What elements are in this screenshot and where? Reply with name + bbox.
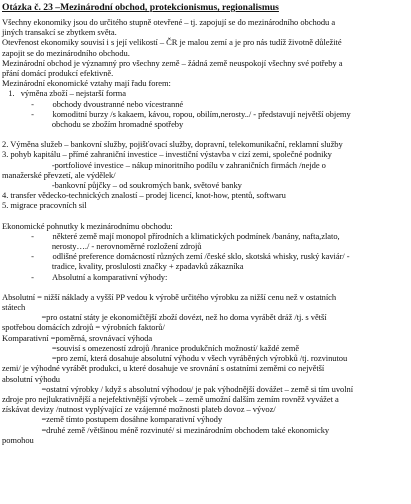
text-line: jiných transakcí se zbytkem světa. — [2, 27, 117, 38]
text-line: manažerské převzetí, ale výdělek/ — [2, 169, 116, 180]
text-line: =země tímto postupem dosáhne komparativní výhody — [2, 414, 223, 425]
text-line: - komoditní burzy /s kakaem, kávou, ropou, obilím,nerosty../ - představují největší objemy — [2, 108, 351, 119]
text-line: pomohou — [2, 434, 34, 445]
text-line: 2. Výměna služeb – bankovní služby, pojišťovací služby, dopravní, telekomunikační, reklamní služby — [2, 139, 343, 150]
text-line: státech — [2, 302, 26, 313]
text-line: =druhé země /většinou méně rozvinuté/ si mezinárodním obchodem také ekonomicky — [2, 424, 330, 435]
text-line: - odlišné preference domácností různých zemí /české sklo, skotská whisky, ruský kaviár/ - — [2, 251, 350, 262]
blank-line — [2, 282, 407, 292]
text-line: =pro zemí, která dosahuje absolutní výhodu v všech vyráběných výrobků /tj. rozvinutou — [2, 353, 348, 364]
blank-line — [2, 211, 407, 221]
text-line: =souvisí s omezeností zdrojů /hranice produkčních možností/ každé země — [2, 342, 300, 353]
text-line: =pro ostatní státy je ekonomičtější zboží dovézt, než ho doma vyrábět dráž /tj. s větší — [2, 312, 327, 323]
text-line: -bankovní půjčky – od soukromých bank, světové banky — [2, 180, 242, 191]
text-line: Absolutní = nižší náklady a vyšší PP vedou k výrobě určitého výrobku za nižší cenu než v ostatních — [2, 291, 337, 302]
text-line: Otevřenost ekonomiky souvisí i s její velikostí – ČR je malou zemí a je pro nás tudíž životně důležité — [2, 37, 342, 48]
text-line: získávat devizy /nutnost vyplývající ze vzájemné možnosti plateb dovoz – vývoz/ — [2, 404, 276, 415]
text-line: Mezinárodní obchod je významný pro všechny země – žádná země neuspokojí všechny své potřeby a — [2, 57, 343, 68]
text-line: -portfoliové investice – nákup minoritního podílu v zahraničních firmách /nejde o — [2, 159, 326, 170]
text-line: Mezinárodní ekonomické vztahy mají řadu forem: — [2, 78, 171, 89]
document-body — [2, 17, 407, 445]
text-line: 1. výměna zboží – nejstarší forma — [2, 88, 126, 99]
text-line: obchodu se zbožím hromadné spotřeby — [2, 119, 184, 130]
text-line: 5. migrace pracovních sil — [2, 200, 87, 211]
text-line: =ostatní výrobky / když s absolutní výhodou/ je pak výhodnější dovážet – země si tím uvolní — [2, 383, 354, 394]
text-line: 4. transfer vědecko-technických znalostí – prodej licencí, knot-how, ptentů, softwaru — [2, 190, 286, 201]
text-line: - obchody dvoustranné nebo vícestranné — [2, 98, 184, 109]
text-line: - některé země mají monopol přírodních a klimatických podmínek /banány, nafta,zlato, — [2, 230, 340, 241]
text-line: zapojit se do mezinárodního obchodu. — [2, 47, 130, 58]
text-line: přání domácí produkcí efektivně. — [2, 68, 114, 79]
text-line: spotřebou domácích zdrojů = výrobních faktorů/ — [2, 322, 165, 333]
text-line: Všechny ekonomiky jsou do určitého stupně otevřené – tj. zapojují se do mezinárodního obchodu a — [2, 17, 336, 27]
text-line: tradice, kvality, proslulosti značky + zpadavků zákazníka — [2, 261, 244, 272]
document-heading: Otázka č. 23 –Mezinárodní obchod, protekcionismus, regionalismus — [2, 2, 279, 13]
text-line: - Absolutní a komparativní výhody: — [2, 271, 168, 282]
text-line: nerosty…./ - nerovnoměrné rozložení zdrojů — [2, 241, 202, 252]
text-line: Ekonomické pohnutky k mezinárodnímu obchodu: — [2, 220, 173, 231]
blank-line — [2, 129, 407, 139]
text-line: absolutní výhodu — [2, 373, 60, 384]
text-line: 3. pohyb kapitálu – přímé zahraniční investice – investiční výstavba v cizí zemi, společné podniky — [2, 149, 332, 160]
text-line: zemi/ je výhodné vyrábět produkci, u které dosahuje ve srovnání s ostatními zeměmi co největší — [2, 363, 325, 374]
text-line: zdroje pro nejlukrativnější a nejefektivnější výrobek – země umožní dalším zemím rovněž vyvážet a — [2, 393, 339, 404]
text-line: Komparativní =poměrná, srovnávací výhoda — [2, 332, 153, 343]
